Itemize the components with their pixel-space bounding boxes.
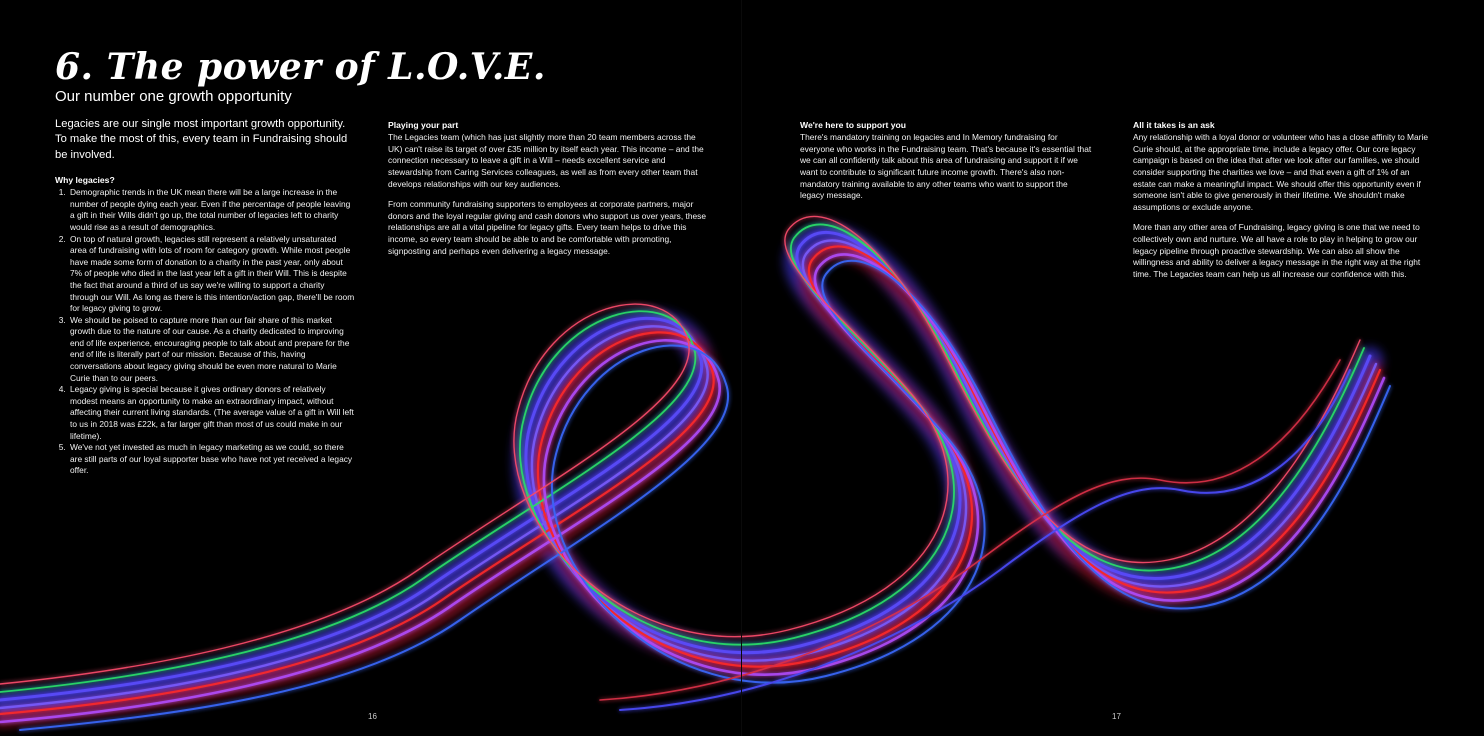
list-item: 4. Legacy giving is special because it gives ordinary donors of relatively modest means an opportunity to make an extraordinary impact, without affecting their current living standards. (The average value of a gift in Will left to us in 2018 was £22k, a far larger gift than most of us could make in our lifetime). — [68, 384, 355, 442]
intro-paragraph: Legacies are our single most important growth opportunity. To make the most of this, every team in Fundraising should be involved. — [55, 118, 348, 161]
ask-paragraph-1: Any relationship with a loyal donor or volunteer who has a close affinity to Marie Curie should, at the appropriate time, include a legacy offer. Our core legacy campaign is based on the idea that after we look after our families, we should consider supporting the charities we love – and that even a gift of 1% of an estate can make a meaningful impact. We should offer this opportunity even if someone isn't able to give generously in their lifetime. We shouldn't make assumptions or exclude anyone. — [1133, 132, 1428, 212]
why-legacies-list — [55, 187, 355, 477]
playing-your-part-paragraph-2: From community fundraising supporters to employees at corporate partners, major donors and the loyal regular giving and cash donors who support us over years, these relationships are all a vital pipeline for legacy gifts. Every team helps to drive this income, so every team should be able to and be comfortable with promoting, signposting and perhaps even delivering a legacy message. — [388, 199, 706, 256]
support-paragraph: There's mandatory training on legacies and In Memory fundraising for everyone who works in the Fundraising team. That's because it's essential that we can all confidently talk about this area of fundraising and support it if we want to contribute to significant future income growth. There's also non-mandatory training available to any other teams who want to support the legacy message. — [800, 132, 1092, 201]
why-legacies-heading: Why legacies? — [55, 175, 115, 185]
playing-your-part-heading: Playing your part — [388, 120, 459, 130]
list-item: 2. On top of natural growth, legacies still represent a relatively unsaturated area of fundraising with lots of room for category growth. While most people have made some form of donation to a charity in the past year, only about 7% of people who died in the last year left a gift in their Will. This is despite the fact that around a third of us say we're willing to support a charity through our Will. As long as there is this intention/action gap, there'll be room for legacy giving to grow. — [68, 234, 355, 315]
page-subtitle: Our number one growth opportunity — [55, 88, 292, 105]
playing-your-part-section — [388, 120, 706, 257]
page-number-left: 16 — [368, 712, 377, 721]
why-legacies-section — [55, 175, 355, 477]
list-item: 1. Demographic trends in the UK mean there will be a large increase in the number of people dying each year. Even if the percentage of people leaving a gift in their Wills didn't go up, the total number of legacies left to charity would rise as a result of demographics. — [68, 187, 355, 233]
ask-paragraph-2: More than any other area of Fundraising, legacy giving is one that we need to collectively own and nurture. We all have a role to play in helping to grow our legacy pipeline through proactive stewardship. We can also all show the willingness and ability to deliver a legacy message in the right way at the right time. The Legacies team can help us all increase our confidence with this. — [1133, 222, 1421, 279]
playing-your-part-paragraph-1: The Legacies team (which has just slightly more than 20 team members across the UK) can't raise its target of over £35 million by itself each year. This income – and the connection necessary to leave a gift in a Will – needs excellent service and stewardship from Caring Services colleagues, as well as from every other team that develops relationships with our key audiences. — [388, 132, 704, 189]
page-number-right: 17 — [1112, 712, 1121, 721]
ask-section — [1133, 120, 1433, 280]
support-heading: We're here to support you — [800, 120, 906, 130]
ask-heading: All it takes is an ask — [1133, 120, 1215, 130]
right-page — [742, 0, 1484, 736]
list-item: 5. We've not yet invested as much in legacy marketing as we could, so there are still parts of our loyal supporter base who have not yet received a legacy offer. — [68, 442, 355, 477]
page-title: 6. The power of L.O.V.E. — [55, 46, 546, 88]
support-section — [800, 120, 1092, 202]
list-item: 3. We should be poised to capture more than our fair share of this market growth due to the nature of our cause. As a charity dedicated to improving end of life experience, encouraging people to talk about and prepare for the end of life is literally part of our mission. Because of this, having conversations about legacy giving should be even more natural to Marie Curie than to our peers. — [68, 315, 355, 385]
